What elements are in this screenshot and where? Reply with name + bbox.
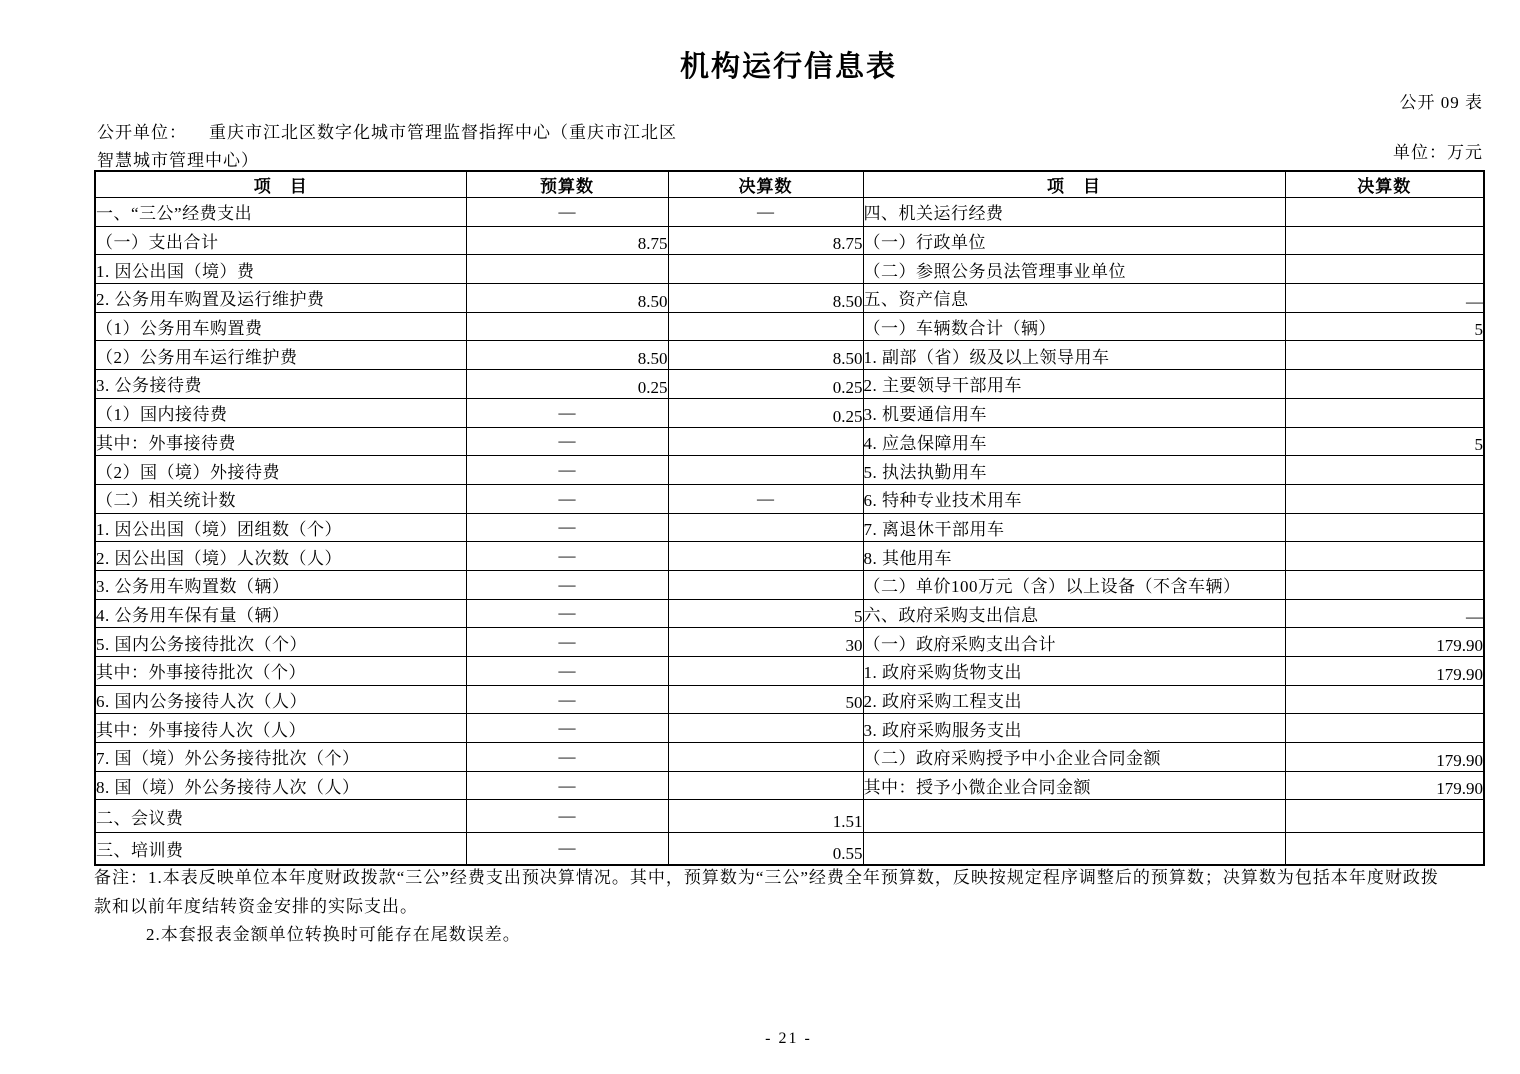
item-label-left (95, 398, 466, 427)
final-value-right (1285, 226, 1484, 255)
budget-value: — (466, 484, 668, 513)
table-row (95, 226, 1484, 255)
item-label-right (863, 226, 1285, 255)
note-line-3: 2.本套报表金额单位转换时可能存在尾数误差。 (146, 925, 521, 944)
final-value (668, 570, 863, 599)
item-label-right-text: （一）政府采购支出合计 (863, 634, 1056, 654)
item-label-left-text: （一）支出合计 (96, 233, 219, 253)
table-row (95, 714, 1484, 743)
final-value (668, 456, 863, 485)
budget-value: 0.25 (466, 370, 668, 399)
column-header-budget: 预算数 (466, 171, 668, 198)
publishing-unit-name-continued: 智慧城市管理中心） (97, 151, 259, 170)
final-value-right (1285, 341, 1484, 370)
note-line-2: 款和以前年度结转资金安排的实际支出。 (94, 896, 418, 916)
item-label-left-text: 7. 国（境）外公务接待批次（个） (96, 749, 360, 769)
item-label-left-text: 6. 国内公务接待人次（人） (96, 692, 307, 712)
item-label-left (95, 628, 466, 657)
budget-value: 8.75 (466, 226, 668, 255)
item-label-left (95, 484, 466, 513)
item-label-right (863, 284, 1285, 313)
budget-value: — (466, 657, 668, 686)
final-value-right: 5 (1285, 312, 1484, 341)
item-label-right (863, 771, 1285, 800)
final-value-right (1285, 484, 1484, 513)
final-value: 8.75 (668, 226, 863, 255)
item-label-left-text: 1. 因公出国（境）费 (96, 261, 255, 281)
table-row (95, 370, 1484, 399)
item-label-left (95, 370, 466, 399)
final-value: 5 (668, 599, 863, 628)
table-row (95, 628, 1484, 657)
item-label-right (863, 800, 1285, 833)
budget-value: — (466, 398, 668, 427)
page-title: 机构运行信息表 (679, 51, 897, 83)
item-label-left-text: 其中：外事接待费 (96, 433, 236, 453)
budget-value: — (466, 685, 668, 714)
table-row (95, 800, 1484, 833)
item-label-left-text: 其中：外事接待批次（个） (96, 663, 306, 683)
table-row (95, 341, 1484, 370)
item-label-right-text: （二）参照公务员法管理事业单位 (863, 261, 1126, 281)
budget-value: — (466, 513, 668, 542)
item-label-right (863, 255, 1285, 284)
final-value (668, 542, 863, 571)
final-value (668, 743, 863, 772)
table-row (95, 832, 1484, 865)
final-value: 8.50 (668, 284, 863, 313)
table-row (95, 284, 1484, 313)
item-label-right (863, 599, 1285, 628)
final-value (668, 771, 863, 800)
item-label-right-text: 5. 执法执勤用车 (863, 462, 987, 482)
item-label-right-text: 4. 应急保障用车 (863, 433, 987, 453)
item-label-right-text: 7. 离退休干部用车 (863, 519, 1005, 539)
item-label-right (863, 628, 1285, 657)
item-label-right-text: 6. 特种专业技术用车 (863, 491, 1022, 511)
table-row (95, 570, 1484, 599)
item-label-right-text: 1. 政府采购货物支出 (863, 663, 1022, 683)
item-label-left-text: 三、培训费 (96, 840, 184, 860)
item-label-left-text: 一、“三公”经费支出 (96, 204, 253, 224)
item-label-right-text: 8. 其他用车 (863, 548, 952, 568)
table-row (95, 685, 1484, 714)
item-label-left-text: （1）公务用车购置费 (96, 319, 263, 339)
budget-value: 8.50 (466, 284, 668, 313)
item-label-left-text: 二、会议费 (96, 808, 184, 828)
table-row (95, 427, 1484, 456)
final-value-right: 179.90 (1285, 771, 1484, 800)
item-label-left (95, 284, 466, 313)
form-code: 公开 09 表 (1399, 93, 1483, 112)
item-label-left-text: 2. 公务用车购置及运行维护费 (96, 290, 325, 310)
final-value-right: — (1285, 599, 1484, 628)
column-header-final-right: 决算数 (1285, 171, 1484, 198)
item-label-right-text: 其中：授予小微企业合同金额 (863, 778, 1091, 798)
notes-block (94, 864, 1492, 950)
final-value (668, 714, 863, 743)
final-value: 8.50 (668, 341, 863, 370)
item-label-left-text: 1. 因公出国（境）团组数（个） (96, 519, 342, 539)
final-value-right (1285, 255, 1484, 284)
note-line-1: 备注：1.本表反映单位本年度财政拨款“三公”经费支出预决算情况。其中，预算数为“三公”经费全年预算数，反映按规定程序调整后的预算数；决算数为包括本年度财政拨 (94, 868, 1439, 887)
final-value: 30 (668, 628, 863, 657)
final-value-right (1285, 714, 1484, 743)
item-label-left (95, 685, 466, 714)
publishing-unit-label: 公开单位： (97, 123, 187, 142)
item-label-right (863, 542, 1285, 571)
table-row (95, 743, 1484, 772)
item-label-left (95, 800, 466, 833)
final-value: — (668, 198, 863, 227)
item-label-left (95, 599, 466, 628)
table-row (95, 484, 1484, 513)
item-label-left (95, 341, 466, 370)
column-header-item-right: 项 目 (863, 171, 1285, 198)
item-label-right-text: 四、机关运行经费 (863, 204, 1004, 224)
item-label-left (95, 542, 466, 571)
table-row (95, 398, 1484, 427)
final-value-right (1285, 398, 1484, 427)
final-value (668, 312, 863, 341)
final-value-right (1285, 685, 1484, 714)
item-label-left-text: 8. 国（境）外公务接待人次（人） (96, 778, 360, 798)
table-row (95, 542, 1484, 571)
budget-value: — (466, 714, 668, 743)
item-label-right (863, 714, 1285, 743)
item-label-right-text: 3. 机要通信用车 (863, 405, 987, 425)
item-label-right (863, 832, 1285, 865)
budget-value (466, 255, 668, 284)
final-value-right (1285, 800, 1484, 833)
final-value-right (1285, 570, 1484, 599)
item-label-right (863, 570, 1285, 599)
budget-value: — (466, 743, 668, 772)
item-label-right (863, 427, 1285, 456)
final-value-right (1285, 832, 1484, 865)
item-label-left-text: 4. 公务用车保有量（辆） (96, 605, 290, 625)
item-label-left (95, 570, 466, 599)
item-label-left (95, 743, 466, 772)
table-header-row (95, 171, 1484, 198)
item-label-right-text: （一）行政单位 (863, 233, 986, 253)
item-label-right-text: （二）政府采购授予中小企业合同金额 (863, 749, 1161, 769)
item-label-left-text: 2. 因公出国（境）人次数（人） (96, 548, 342, 568)
final-value: 0.25 (668, 398, 863, 427)
table-row (95, 771, 1484, 800)
budget-value: — (466, 599, 668, 628)
publishing-unit-line (97, 118, 677, 143)
page-number: - 21 - (765, 1030, 812, 1047)
budget-value: — (466, 800, 668, 833)
item-label-right-text: 2. 政府采购工程支出 (863, 692, 1022, 712)
budget-value: — (466, 427, 668, 456)
final-value (668, 427, 863, 456)
item-label-left (95, 255, 466, 284)
final-value-right: 179.90 (1285, 743, 1484, 772)
item-label-right (863, 198, 1285, 227)
item-label-right-text: （一）车辆数合计（辆） (863, 319, 1056, 339)
final-value: — (668, 484, 863, 513)
item-label-right-text: 1. 副部（省）级及以上领导用车 (863, 347, 1110, 367)
table-row (95, 513, 1484, 542)
item-label-left (95, 771, 466, 800)
item-label-right (863, 484, 1285, 513)
table-row (95, 657, 1484, 686)
item-label-left (95, 198, 466, 227)
final-value-right (1285, 456, 1484, 485)
budget-value: — (466, 198, 668, 227)
final-value-right: 5 (1285, 427, 1484, 456)
column-header-final: 决算数 (668, 171, 863, 198)
table-row (95, 456, 1484, 485)
item-label-right-text: （二）单价100万元（含）以上设备（不含车辆） (863, 577, 1241, 597)
item-label-right (863, 743, 1285, 772)
item-label-right (863, 456, 1285, 485)
final-value (668, 255, 863, 284)
column-header-item-left: 项 目 (95, 171, 466, 198)
item-label-left-text: （二）相关统计数 (96, 491, 236, 511)
final-value-right (1285, 370, 1484, 399)
item-label-left-text: （2）国（境）外接待费 (96, 462, 280, 482)
final-value-right (1285, 198, 1484, 227)
budget-value: — (466, 771, 668, 800)
item-label-left-text: （2）公务用车运行维护费 (96, 347, 298, 367)
table-row (95, 198, 1484, 227)
final-value (668, 513, 863, 542)
item-label-left (95, 832, 466, 865)
budget-value: 8.50 (466, 341, 668, 370)
item-label-right (863, 398, 1285, 427)
item-label-right (863, 312, 1285, 341)
final-value-right: 179.90 (1285, 628, 1484, 657)
budget-value: — (466, 832, 668, 865)
item-label-right-text: 3. 政府采购服务支出 (863, 720, 1022, 740)
final-value-right (1285, 542, 1484, 571)
final-value: 1.51 (668, 800, 863, 833)
item-label-right (863, 370, 1285, 399)
item-label-right-text: 2. 主要领导干部用车 (863, 376, 1022, 396)
item-label-right (863, 513, 1285, 542)
publishing-unit-name: 重庆市江北区数字化城市管理监督指挥中心（重庆市江北区 (209, 123, 677, 142)
final-value-right: — (1285, 284, 1484, 313)
item-label-left (95, 427, 466, 456)
item-label-right (863, 657, 1285, 686)
budget-value: — (466, 542, 668, 571)
item-label-left (95, 657, 466, 686)
budget-value: — (466, 456, 668, 485)
operation-info-table (94, 170, 1485, 866)
item-label-right (863, 685, 1285, 714)
budget-value: — (466, 570, 668, 599)
table-row (95, 312, 1484, 341)
table-row (95, 255, 1484, 284)
budget-value (466, 312, 668, 341)
final-value-right: 179.90 (1285, 657, 1484, 686)
budget-value: — (466, 628, 668, 657)
final-value (668, 657, 863, 686)
item-label-right (863, 341, 1285, 370)
item-label-left-text: （1）国内接待费 (96, 405, 228, 425)
item-label-left-text: 5. 国内公务接待批次（个） (96, 634, 307, 654)
item-label-left-text: 3. 公务接待费 (96, 376, 202, 396)
item-label-left-text: 其中：外事接待人次（人） (96, 720, 306, 740)
item-label-left (95, 714, 466, 743)
final-value: 0.25 (668, 370, 863, 399)
final-value: 0.55 (668, 832, 863, 865)
item-label-left (95, 312, 466, 341)
final-value: 50 (668, 685, 863, 714)
item-label-left-text: 3. 公务用车购置数（辆） (96, 577, 290, 597)
unit-of-measure: 单位：万元 (1393, 143, 1483, 162)
table-row (95, 599, 1484, 628)
item-label-left (95, 456, 466, 485)
item-label-left (95, 226, 466, 255)
item-label-right-text: 六、政府采购支出信息 (863, 605, 1039, 625)
item-label-right-text: 五、资产信息 (863, 290, 969, 310)
final-value-right (1285, 513, 1484, 542)
item-label-left (95, 513, 466, 542)
